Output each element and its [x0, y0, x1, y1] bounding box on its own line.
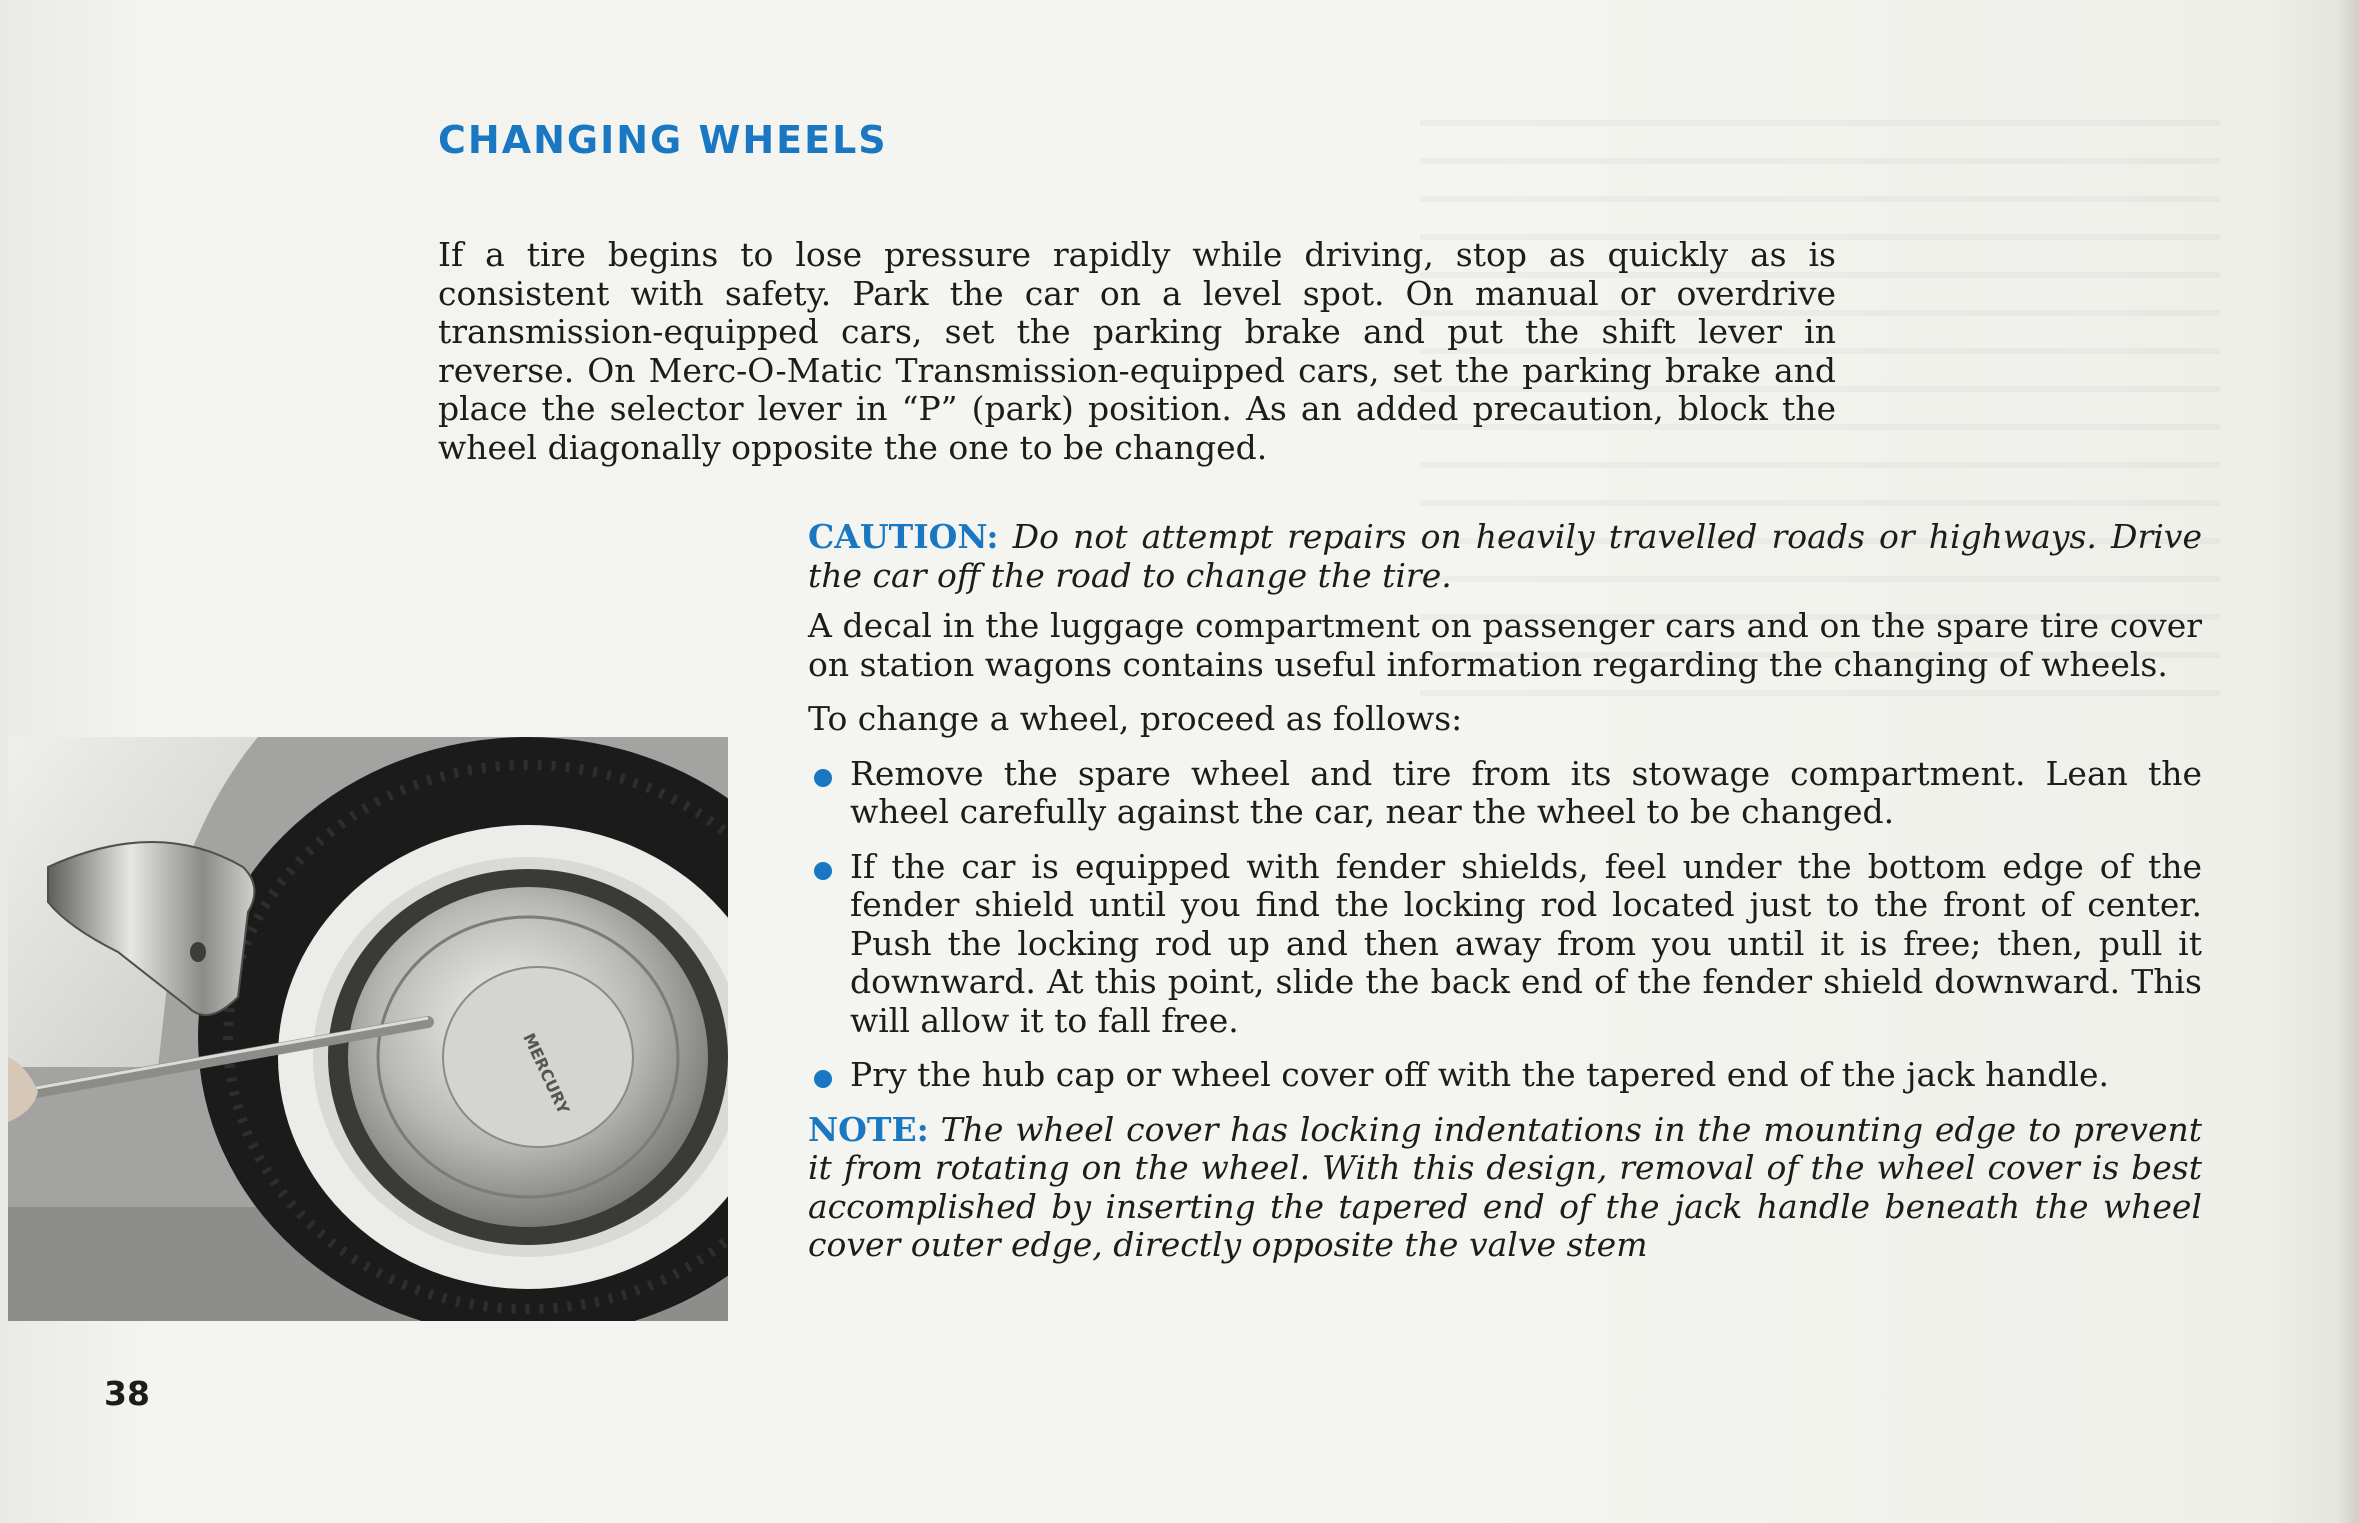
page-number: 38	[104, 1374, 150, 1413]
page-edge	[2337, 0, 2359, 1523]
wheel-illustration	[8, 737, 728, 1321]
step-item	[808, 848, 2202, 1041]
bullet-icon	[814, 1070, 832, 1088]
caution-label: CAUTION:	[808, 517, 999, 556]
wheel-photo	[8, 737, 728, 1321]
procedure-steps	[808, 755, 2202, 1095]
caution-paragraph	[808, 518, 2202, 595]
intro-paragraph: If a tire begins to lose pressure rapidly while driving, stop as quickly as is consistent with safety. Park the car on a level spot. On manual or overdrive transmission-equipped cars, set the parking brake and put the shift lever in reverse. On Merc-O-Matic Transmission-equipped cars, set the parking brake and place the selector lever in “P” (park) position. As an added precaution, block the wheel diagonally opposite the one to be changed.	[438, 235, 1836, 467]
step-text: Pry the hub cap or wheel cover off with the tapered end of the jack handle.	[850, 1055, 2109, 1094]
caution-text: Do not attempt repairs on heavily travelled roads or highways. Drive the car off the road to change the tire.	[808, 517, 2202, 595]
note-text: The wheel cover has locking indentations in the mounting edge to prevent it from rotating on the wheel. With this design, removal of the wheel cover is best accomplished by inserting the tapered end of the jack handle beneath the wheel cover outer edge, directly opposite the valve stem	[808, 1109, 2202, 1264]
hubcap-lettering: MERCURY	[519, 1030, 574, 1117]
procedure-intro: To change a wheel, proceed as follows:	[808, 699, 1463, 738]
note-label: NOTE:	[808, 1109, 929, 1149]
note-paragraph	[808, 1111, 2202, 1265]
decal-paragraph: A decal in the luggage compartment on passenger cars and on the spare tire cover on station wagons contains useful information regarding the changing of wheels.	[808, 606, 2202, 684]
bullet-icon	[814, 862, 832, 880]
instructions-column	[808, 518, 2202, 1265]
step-text: Remove the spare wheel and tire from its stowage compartment. Lean the wheel carefully against the car, near the wheel to be changed.	[850, 753, 2202, 831]
ornament-hole	[190, 942, 206, 962]
bullet-icon	[814, 769, 832, 787]
step-text: If the car is equipped with fender shields, feel under the bottom edge of the fender shield until you find the locking rod located just to the front of center. Push the locking rod up and then away from you until it is free; then, pull it downward. At this point, slide the back end of the fender shield downward. This will allow it to fall free.	[850, 846, 2202, 1040]
step-item	[808, 1056, 2202, 1095]
step-item	[808, 755, 2202, 832]
section-heading: CHANGING WHEELS	[438, 118, 888, 162]
